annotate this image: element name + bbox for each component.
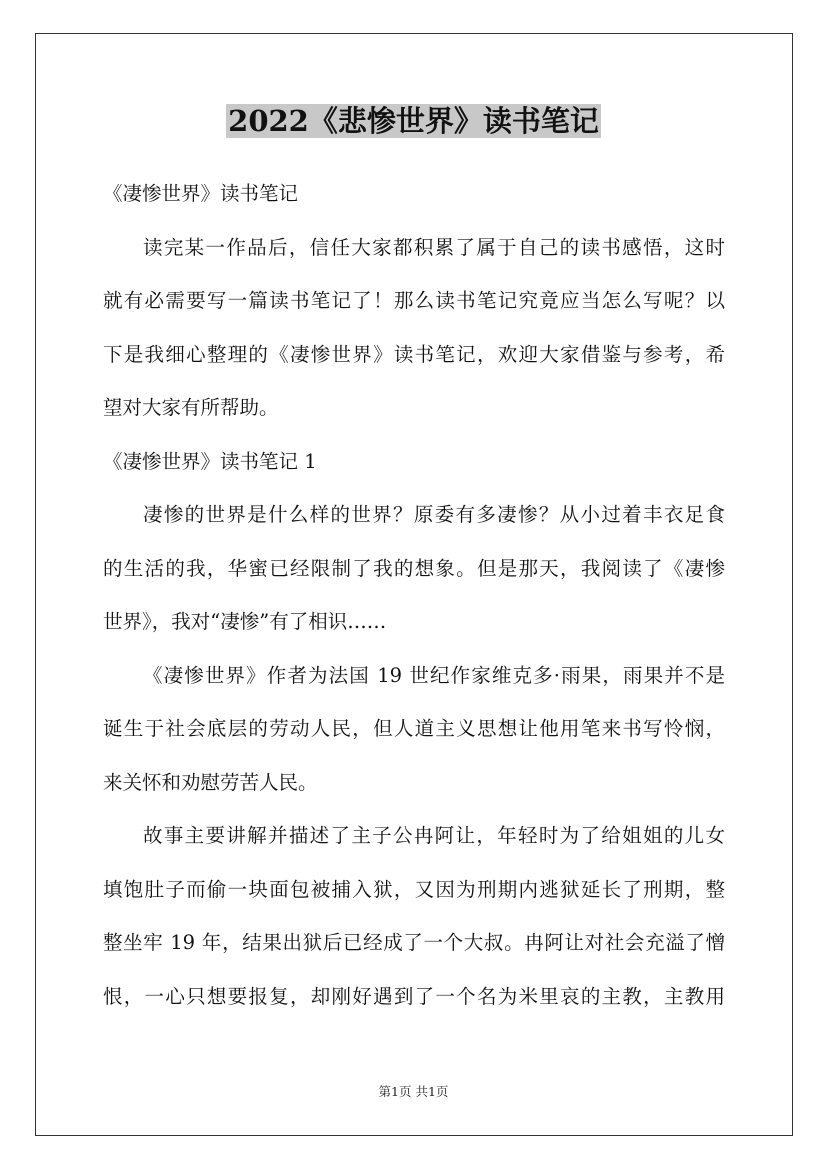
paragraph-line: 的生活的我，华蜜已经限制了我的想象。但是那天，我阅读了《凄惨 <box>103 556 725 580</box>
section-heading: 《凄惨世界》读书笔记 1 <box>103 449 317 473</box>
paragraph-line: 读完某一作品后，信任大家都积累了属于自己的读书感悟，这时 <box>143 235 725 259</box>
paragraph-line: 恨，一心只想要报复，却刚好遇到了一个名为米里哀的主教，主教用 <box>103 984 725 1008</box>
paragraph-line: 下是我细心整理的《凄惨世界》读书笔记，欢迎大家借鉴与参考，希 <box>103 342 725 366</box>
paragraph-line: 诞生于社会底层的劳动人民，但人道主义思想让他用笔来书写怜悯， <box>103 717 725 740</box>
page-footer: 第1页 共1页 <box>378 1084 449 1099</box>
paragraph-line: 填饱肚子而偷一块面包被捕入狱，又因为刑期内逃狱延长了刑期，整 <box>103 877 725 901</box>
paragraph-line: 凄惨的世界是什么样的世界？原委有多凄惨？从小过着丰衣足食 <box>143 503 725 526</box>
paragraph-line: 就有必需要写一篇读书笔记了！那么读书笔记究竟应当怎么写呢？以 <box>103 289 725 312</box>
document-body <box>103 171 725 1027</box>
paragraph-line: 来关怀和劝慰劳苦人民。 <box>103 770 318 794</box>
paragraph-line: 整坐牢 19 年，结果出狱后已经成了一个大叔。冉阿让对社会充溢了憎 <box>103 931 725 954</box>
document-title-text: 2022《悲惨世界》读书笔记 <box>228 104 599 138</box>
section-heading: 《凄惨世界》读书笔记 <box>103 182 299 205</box>
paragraph-line: 世界》，我对“凄惨”有了相识…… <box>103 610 387 633</box>
document-title <box>0 100 827 142</box>
paragraph-line: 《凄惨世界》作者为法国 19 世纪作家维克多·雨果，雨果并不是 <box>143 663 725 687</box>
paragraph-line: 故事主要讲解并描述了主子公冉阿让，年轻时为了给姐姐的儿女 <box>143 824 725 847</box>
paragraph-line: 望对大家有所帮助。 <box>103 396 279 419</box>
